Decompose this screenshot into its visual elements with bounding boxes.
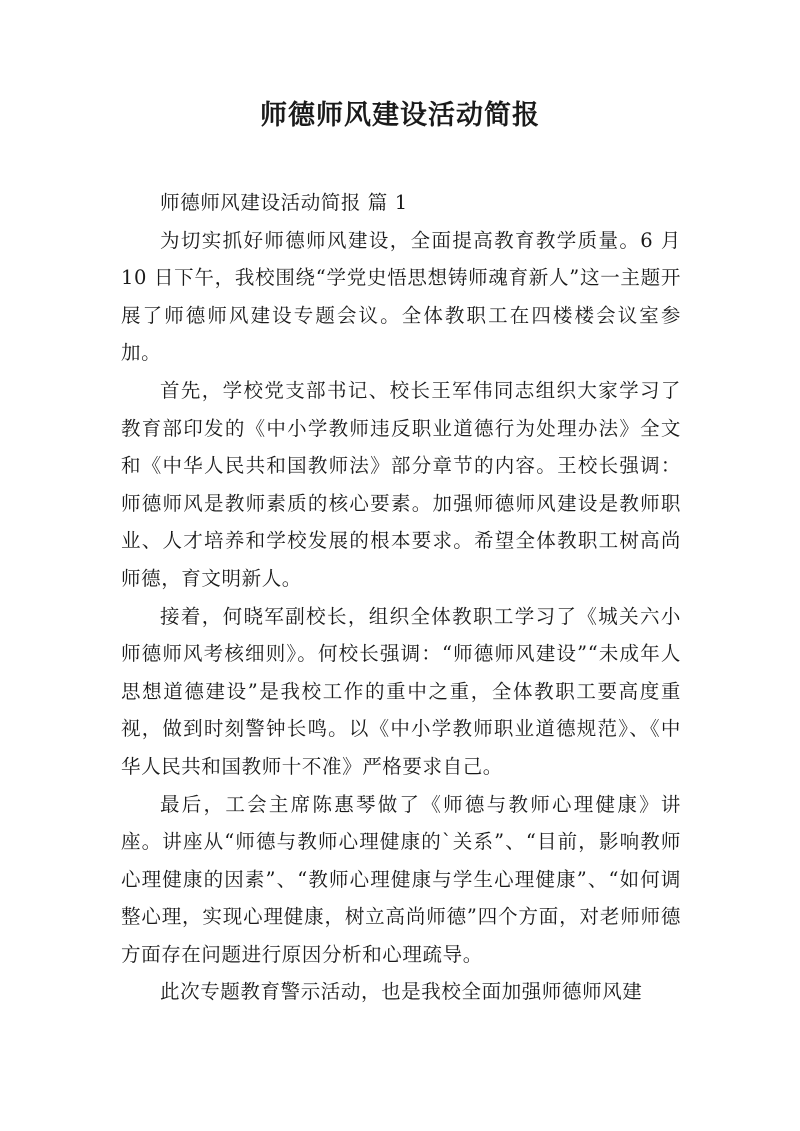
document-body [121,184,681,1011]
section-heading: 师德师风建设活动简报 篇 1 [160,191,408,214]
paragraph-intro: 为切实抓好师德师风建设，全面提高教育教学质量。6 月 10 日下午，我校围绕“学党史悟思想铸师魂育新人”这一主题开展了师德师风建设专题会议。全体教职工在四楼楼会议室参加。 [121,228,681,365]
document-title: 师德师风建设活动简报 [260,100,540,131]
paragraph-first: 首先，学校党支部书记、校长王军伟同志组织大家学习了教育部印发的《中小学教师违反职业道德行为处理办法》全文和《中华人民共和国教师法》部分章节的内容。王校长强调：师德师风是教师素质的核心要素。加强师德师风建设是教师职业、人才培养和学校发展的根本要求。希望全体教职工树高尚师德，育文明新人。 [121,378,681,590]
paragraph-next: 接着，何晓军副校长，组织全体教职工学习了《城关六小师德师风考核细则》。何校长强调：“师德师风建设”“未成年人思想道德建设”是我校工作的重中之重，全体教职工要高度重视，做到时刻警钟长鸣。以《中小学教师职业道德规范》、《中华人民共和国教师十不准》严格要求自己。 [121,604,681,778]
paragraph-closing: 此次专题教育警示活动，也是我校全面加强师德师风建 [160,980,643,1004]
paragraph-last: 最后，工会主席陈惠琴做了《师德与教师心理健康》讲座。讲座从“师德与教师心理健康的`关系”、“目前，影响教师心理健康的因素”、“教师心理健康与学生心理健康”、“如何调整心理，实现心理健康，树立高尚师德”四个方面，对老师师德方面存在问题进行原因分析和心理疏导。 [121,792,681,966]
